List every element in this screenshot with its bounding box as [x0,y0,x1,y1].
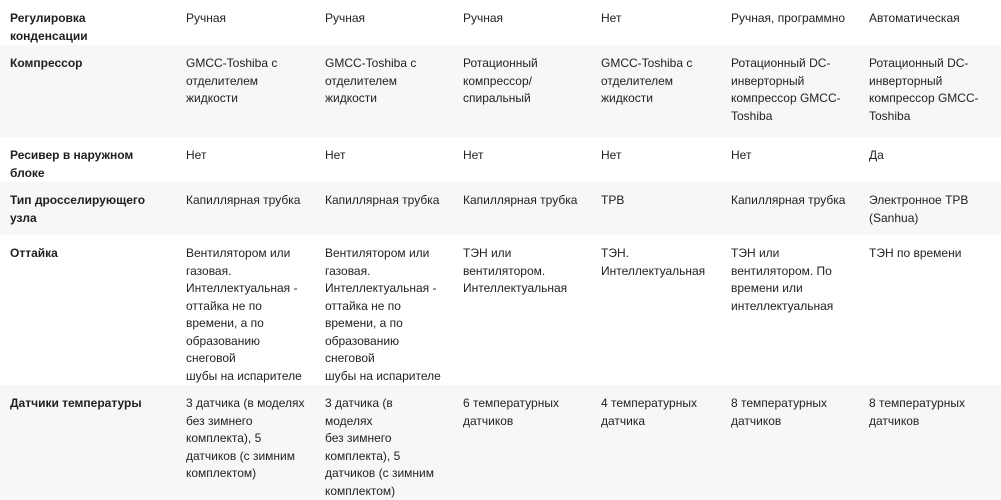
table-row-condensation-control [0,0,1001,45]
table-cell: Ручная [463,11,504,25]
row-label: Оттайка [10,246,58,260]
table-cell: ТЭН по времени [869,246,962,260]
table-cell: GMCC-Toshiba с отделителем жидкости [176,45,315,137]
row-label: Компрессор [0,45,176,137]
table-cell: Ротационный DC- инверторный компрессор GMCC- Toshiba [721,45,859,137]
table-row-defrost [0,235,1001,385]
table-cell: Вентилятором или газовая. Интеллектуальная - оттайка не по времени, а по образованию снеговой шубы на испарителе [325,246,441,383]
table-cell: Капиллярная трубка [453,182,591,235]
table-cell: Нет [601,148,622,162]
table-cell: 3 датчика (в моделях без зимнего комплекта), 5 датчиков (с зимним комплектом) [176,385,315,500]
row-label: Ресивер в наружном блоке [10,148,134,180]
table-cell: ТЭН или вентилятором. Интеллектуальная [463,246,568,295]
table-cell: Капиллярная трубка [315,182,453,235]
table-cell: GMCC-Toshiba с отделителем жидкости [315,45,453,137]
table-cell: Нет [731,148,752,162]
table-cell: 8 температурных датчиков [721,385,859,500]
table-row-throttling-type [0,182,1001,235]
table-row-compressor [0,45,1001,137]
row-label: Тип дросселирующего узла [0,182,176,235]
table-row-receiver [0,137,1001,182]
table-cell: ТЭН или вентилятором. По времени или интеллектуальная [731,246,834,313]
table-cell: 3 датчика (в моделях без зимнего комплекта), 5 датчиков (с зимним комплектом) [315,385,453,500]
table-cell: Ротационный компрессор/ спиральный [453,45,591,137]
table-cell: Нет [463,148,484,162]
table-cell: GMCC-Toshiba с отделителем жидкости [591,45,721,137]
row-label: Регулировка конденсации [10,11,88,43]
table-cell: Вентилятором или газовая. Интеллектуальная - оттайка не по времени, а по образованию снеговой шубы на испарителе [186,246,302,383]
table-cell: Электронное ТРВ (Sanhua) [859,182,1001,235]
table-cell: Да [869,148,884,162]
table-row-temperature-sensors [0,385,1001,500]
table-cell: Ручная [325,11,366,25]
table-cell: ТРВ [591,182,721,235]
table-cell: 4 температурных датчика [591,385,721,500]
table-cell: Нет [601,11,622,25]
table-cell: Ротационный DC- инверторный компрессор GMCC- Toshiba [859,45,1001,137]
table-cell: Нет [325,148,346,162]
table-cell: 6 температурных датчиков [453,385,591,500]
row-label: Датчики температуры [0,385,176,500]
table-cell: 8 температурных датчиков [859,385,1001,500]
table-cell: Капиллярная трубка [176,182,315,235]
table-cell: ТЭН. Интеллектуальная [601,246,706,278]
table-cell: Ручная, программно [731,11,846,25]
table-cell: Нет [186,148,207,162]
table-cell: Капиллярная трубка [721,182,859,235]
table-cell: Автоматическая [869,11,960,25]
table-cell: Ручная [186,11,227,25]
